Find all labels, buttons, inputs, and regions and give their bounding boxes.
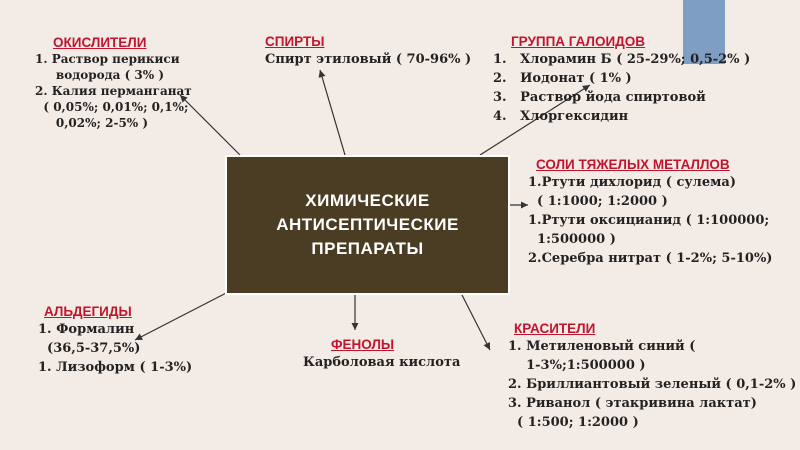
alcohols-heading: СПИРТЫ bbox=[265, 34, 325, 49]
dyes-heading: КРАСИТЕЛИ bbox=[514, 321, 596, 336]
center-box bbox=[225, 155, 510, 295]
dyes-line: ( 1:500; 1:2000 ) bbox=[508, 415, 639, 430]
aldehydes-heading: АЛЬДЕГИДЫ bbox=[44, 304, 132, 319]
oxidizers-line: 0,02%; 2-5% ) bbox=[35, 116, 149, 130]
oxidizers-line: 2. Калия перманганат bbox=[35, 84, 192, 98]
halogens-line: 3. Раствор йода спиртовой bbox=[493, 90, 706, 105]
dyes-line: 3. Риванол ( этакривина лактат) bbox=[508, 396, 757, 411]
heavy-metals-line: 1:500000 ) bbox=[528, 232, 616, 247]
heavy-metals-block bbox=[528, 156, 772, 268]
oxidizers-line: 1. Раствор перикиси bbox=[35, 52, 180, 66]
alcohols-line: Спирт этиловый ( 70-96% ) bbox=[265, 52, 472, 67]
aldehydes-line: (36,5-37,5%) bbox=[38, 341, 141, 356]
oxidizers-line: водорода ( 3% ) bbox=[35, 68, 165, 82]
halogens-line: 1. Хлорамин Б ( 25-29%; 0,5-2% ) bbox=[493, 52, 751, 67]
heavy-metals-line: 1.Ртути дихлорид ( сулема) bbox=[528, 175, 736, 190]
oxidizers-heading: ОКИСЛИТЕЛИ bbox=[53, 35, 147, 50]
aldehydes-block bbox=[38, 303, 192, 377]
dyes-block bbox=[508, 320, 796, 432]
aldehydes-line: 1. Формалин bbox=[38, 322, 135, 337]
dyes-line: 1-3%;1:500000 ) bbox=[508, 358, 646, 373]
arrow-alcohols bbox=[320, 70, 345, 155]
dyes-line: 2. Бриллиантовый зеленый ( 0,1-2% ) bbox=[508, 377, 797, 392]
heavy-metals-line: 2.Серебра нитрат ( 1-2%; 5-10%) bbox=[528, 251, 773, 266]
phenols-heading: ФЕНОЛЫ bbox=[331, 337, 395, 352]
arrow-dyes bbox=[462, 295, 490, 350]
dyes-line: 1. Метиленовый синий ( bbox=[508, 339, 696, 354]
oxidizers-line: ( 0,05%; 0,01%; 0,1%; bbox=[35, 100, 189, 114]
oxidizers-block bbox=[35, 34, 192, 131]
heavy-metals-heading: СОЛИ ТЯЖЕЛЫХ МЕТАЛЛОВ bbox=[536, 157, 730, 172]
halogens-line: 2. Иодонат ( 1% ) bbox=[493, 71, 632, 86]
heavy-metals-line: ( 1:1000; 1:2000 ) bbox=[528, 194, 668, 209]
center-title: ХИМИЧЕСКИЕ АНТИСЕПТИЧЕСКИЕ ПРЕПАРАТЫ bbox=[276, 191, 459, 258]
halogens-block bbox=[493, 33, 750, 126]
halogens-line: 4. Хлоргексидин bbox=[493, 109, 629, 124]
phenols-block bbox=[303, 336, 460, 372]
aldehydes-line: 1. Лизоформ ( 1-3%) bbox=[38, 360, 193, 375]
heavy-metals-line: 1.Ртути оксицианид ( 1:100000; bbox=[528, 213, 770, 228]
alcohols-block bbox=[265, 33, 471, 69]
phenols-line: Карболовая кислота bbox=[303, 355, 461, 370]
halogens-heading: ГРУППА ГАЛОИДОВ bbox=[511, 34, 646, 49]
